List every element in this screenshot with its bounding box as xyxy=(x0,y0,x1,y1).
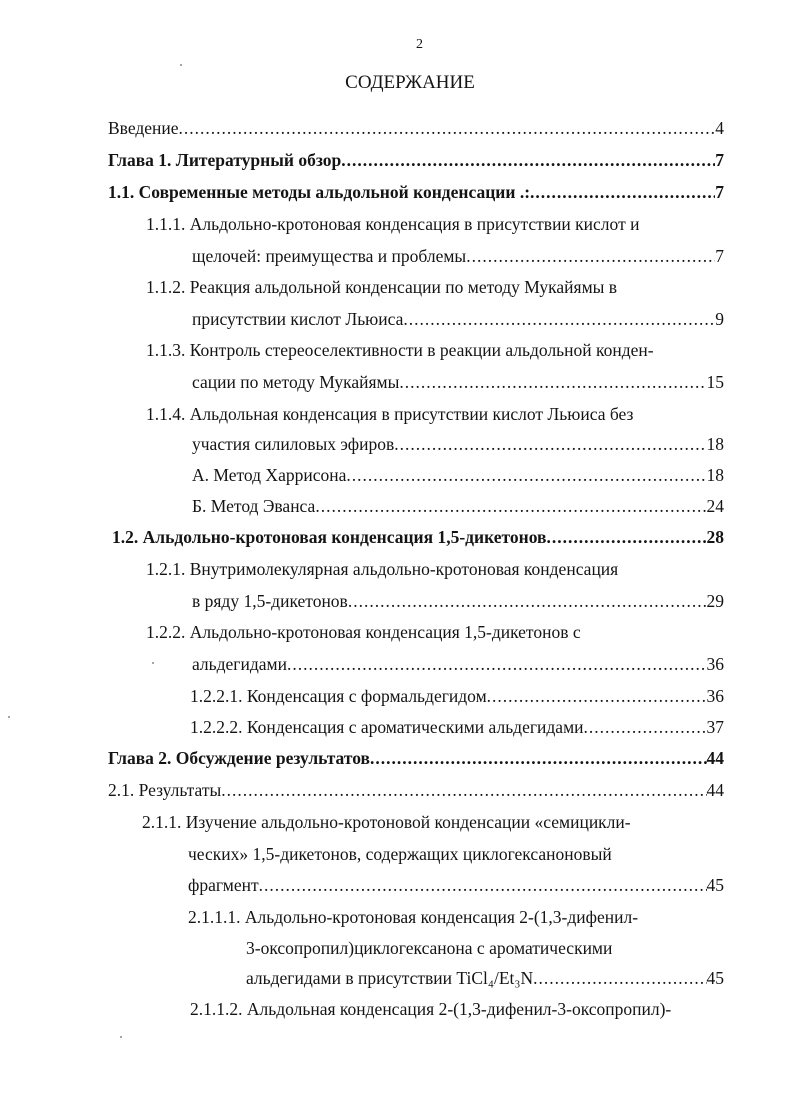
toc-entry-1-2-2-line1: 1.2.2. Альдольно-кротоновая конденсация 1,5-дикетонов с xyxy=(146,622,581,642)
toc-entry-1-2-2[interactable]: альдегидами ..... 36 xyxy=(192,652,724,676)
toc-entry-method-a[interactable]: А. Метод Харрисона ..... 18 xyxy=(192,463,724,487)
page-title: СОДЕРЖАНИЕ xyxy=(345,72,475,93)
scan-speck xyxy=(8,716,10,718)
scan-speck xyxy=(152,662,154,664)
toc-entry-1-2[interactable]: 1.2. Альдольно-кротоновая конденсация 1,5-дикетонов ..... 28 xyxy=(112,525,724,549)
toc-entry-2-1-1-line1: 2.1.1. Изучение альдольно-кротоновой конденсации «семицикли- xyxy=(142,812,631,832)
toc-entry-1-1-1[interactable]: щелочей: преимущества и проблемы ..... 7 xyxy=(192,244,724,268)
toc-entry-2-1-1-2-line1: 2.1.1.2. Альдольная конденсация 2-(1,3-дифенил-3-оксопропил)- xyxy=(190,999,672,1019)
toc-entry-1-1-4[interactable]: участия силиловых эфиров ..... 18 xyxy=(192,432,724,456)
toc-entry-1-1[interactable]: 1.1. Современные методы альдольной конденсации .: ..... 7 xyxy=(108,180,724,204)
toc-entry-1-1-3[interactable]: сации по методу Мукайямы ..... 15 xyxy=(192,370,724,394)
scan-speck xyxy=(120,1036,122,1038)
toc-entry-1-1-2-line1: 1.1.2. Реакция альдольной конденсации по методу Мукайямы в xyxy=(146,277,618,297)
toc-entry-1-1-2[interactable]: присутствии кислот Льюиса ..... 9 xyxy=(192,307,724,331)
toc-entry-1-2-1-line1: 1.2.1. Внутримолекулярная альдольно-кротоновая конденсация xyxy=(146,559,619,579)
toc-entry-method-b[interactable]: Б. Метод Эванса ..... 24 xyxy=(192,494,724,518)
toc-entry-1-2-2-1[interactable]: 1.2.2.1. Конденсация с формальдегидом ..... 36 xyxy=(190,684,724,708)
toc-entry-2-1-1-line2: ческих» 1,5-дикетонов, содержащих циклогексаноновый xyxy=(188,844,612,864)
scan-speck xyxy=(180,64,182,66)
toc-entry-1-1-4-line1: 1.1.4. Альдольная конденсация в присутствии кислот Льюиса без xyxy=(146,404,634,424)
toc-entry-2-1-1-1-line1: 2.1.1.1. Альдольно-кротоновая конденсация 2-(1,3-дифенил- xyxy=(188,907,639,927)
toc-entry-1-1-3-line1: 1.1.3. Контроль стереоселективности в реакции альдольной конден- xyxy=(146,340,654,360)
toc-entry-chapter-1[interactable]: Глава 1. Литературный обзор ..... 7 xyxy=(108,148,724,172)
toc-entry-2-1-1-1[interactable]: альдегидами в присутствии TiCl₄/Et₃N ..... 45 xyxy=(246,966,724,990)
toc-entry-intro[interactable]: Введение ..... 4 xyxy=(108,116,724,140)
toc-entry-1-1-1-line1: 1.1.1. Альдольно-кротоновая конденсация в присутствии кислот и xyxy=(146,214,640,234)
toc-entry-2-1[interactable]: 2.1. Результаты ..... 44 xyxy=(108,778,724,802)
page-number: 2 xyxy=(416,37,423,52)
toc-entry-chapter-2[interactable]: Глава 2. Обсуждение результатов ..... 44 xyxy=(108,746,724,770)
toc-entry-1-2-1[interactable]: в ряду 1,5-дикетонов ..... 29 xyxy=(192,589,724,613)
toc-entry-2-1-1[interactable]: фрагмент ..... 45 xyxy=(188,873,724,897)
toc-entry-2-1-1-1-line2: 3-оксопропил)циклогексанона с ароматическими xyxy=(246,938,613,958)
toc-entry-1-2-2-2[interactable]: 1.2.2.2. Конденсация с ароматическими альдегидами ..... 37 xyxy=(190,715,724,739)
